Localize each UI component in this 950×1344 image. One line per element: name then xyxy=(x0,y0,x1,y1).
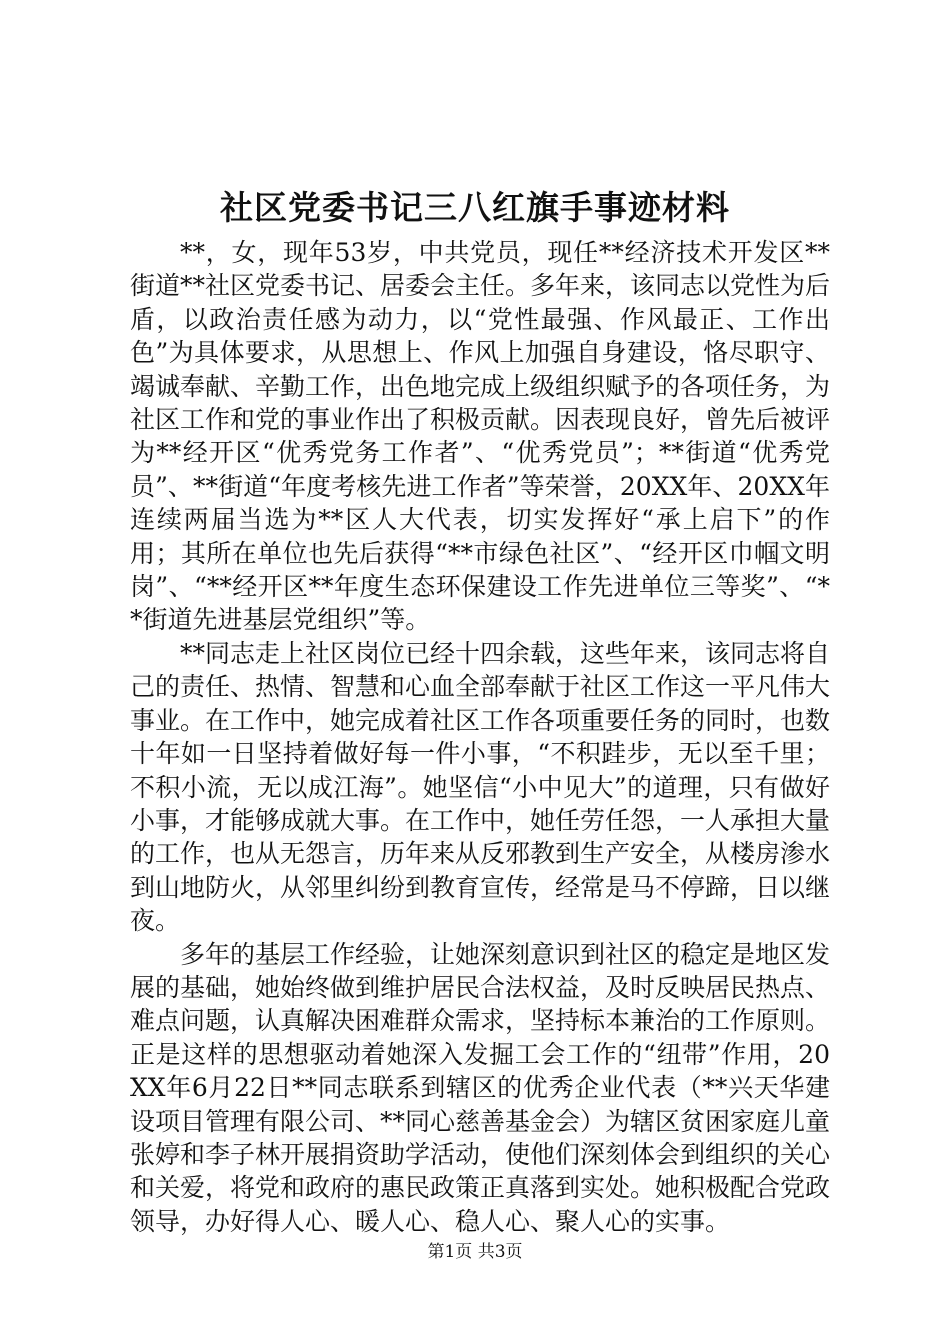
document-title: 社区党委书记三八红旗手事迹材料 xyxy=(220,188,730,227)
paragraph-2: **同志走上社区岗位已经十四余载，这些年来，该同志将自己的责任、热情、智慧和心血全部奉献于社区工作这一平凡伟大事业。在工作中，她完成着社区工作各项重要任务的同时，也数十年如一日坚持着做好每一件小事，“不积跬步，无以至千里；不积小流，无以成江海”。她坚信“小中见大”的道理，只有做好小事，才能够成就大事。在工作中，她任劳任怨，一人承担大量的工作，也从无怨言，历年来从反邪教到生产安全，从楼房渗水到山地防火，从邻里纠纷到教育宣传，经常是马不停蹄，日以继夜。 xyxy=(130,638,831,936)
paragraph-1: **，女，现年53岁，中共党员，现任**经济技术开发区**街道**社区党委书记、居委会主任。多年来，该同志以党性为后盾，以政治责任感为动力，以“党性最强、作风最正、工作出色”为具体要求，从思想上、作风上加强自身建设，恪尽职守、竭诚奉献、辛勤工作，出色地完成上级组织赋予的各项任务，为社区工作和党的事业作出了积极贡献。因表现良好，曾先后被评为**经开区“优秀党务工作者”、“优秀党员”；**街道“优秀党员”、**街道“年度考核先进工作者”等荣誉，20XX年、20XX年连续两届当选为**区人大代表，切实发挥好“承上启下”的作用；其所在单位也先后获得“**市绿色社区”、“经开区巾帼文明岗”、“**经开区**年度生态环保建设工作先进单位三等奖”、“**街道先进基层党组织”等。 xyxy=(130,238,831,635)
page-number-footer: 第1页 共3页 xyxy=(427,1242,523,1262)
paragraph-3: 多年的基层工作经验，让她深刻意识到社区的稳定是地区发展的基础，她始终做到维护居民合法权益，及时反映居民热点、难点问题，认真解决困难群众需求，坚持标本兼治的工作原则。正是这样的思想驱动着她深入发掘工会工作的“纽带”作用，20XX年6月22日**同志联系到辖区的优秀企业代表（**兴天华建设项目管理有限公司、**同心慈善基金会）为辖区贫困家庭儿童张婷和李子林开展捐资助学活动，使他们深刻体会到组织的关心和关爱，将党和政府的惠民政策正真落到实处。她积极配合党政领导，办好得人心、暖人心、稳人心、聚人心的实事。 xyxy=(130,939,831,1236)
document-body xyxy=(130,236,830,1238)
